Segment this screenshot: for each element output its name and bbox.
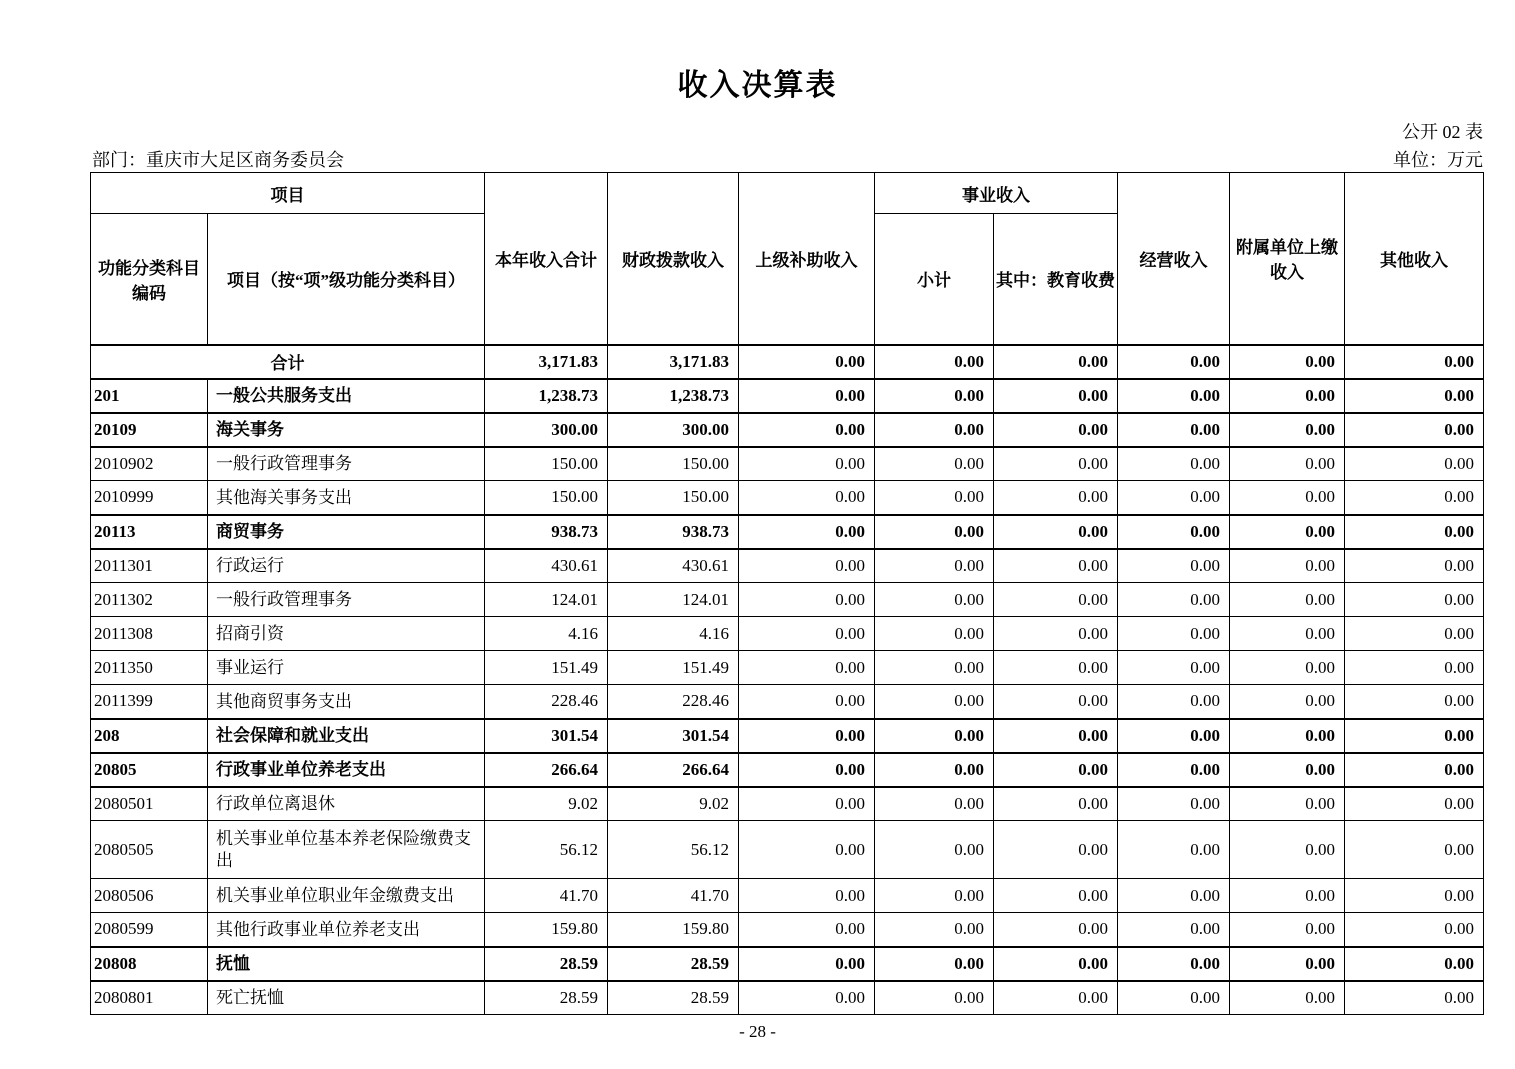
row-value: 0.00: [994, 651, 1118, 685]
row-value: 0.00: [1230, 821, 1345, 879]
table-row: [91, 617, 1484, 651]
row-value: 0.00: [994, 515, 1118, 549]
row-value: 430.61: [485, 549, 608, 583]
row-value: 1,238.73: [485, 379, 608, 413]
row-value: 0.00: [1230, 515, 1345, 549]
row-name: 一般公共服务支出: [208, 379, 485, 413]
row-value: 0.00: [994, 821, 1118, 879]
row-value: 938.73: [608, 515, 739, 549]
row-code: 2010902: [91, 447, 208, 481]
table-row: [91, 753, 1484, 787]
row-value: 0.00: [739, 413, 875, 447]
row-value: 150.00: [608, 447, 739, 481]
header-code-column: 功能分类科目编码: [91, 214, 208, 345]
table-row: [91, 515, 1484, 549]
row-value: 0.00: [994, 947, 1118, 981]
row-value: 0.00: [1118, 481, 1230, 515]
row-value: 938.73: [485, 515, 608, 549]
row-value: 0.00: [739, 617, 875, 651]
table-row: [91, 719, 1484, 753]
row-value: 0.00: [1345, 617, 1484, 651]
row-value: 0.00: [875, 583, 994, 617]
row-value: 0.00: [994, 753, 1118, 787]
row-name: 机关事业单位职业年金缴费支出: [208, 879, 485, 913]
row-value: 0.00: [1230, 787, 1345, 821]
row-value: 300.00: [608, 413, 739, 447]
row-value: 0.00: [1230, 481, 1345, 515]
income-final-accounts-table: [90, 172, 1484, 1015]
table-row: [91, 947, 1484, 981]
row-value: 0.00: [1230, 719, 1345, 753]
row-value: 0.00: [1230, 947, 1345, 981]
row-value: 56.12: [485, 821, 608, 879]
row-value: 0.00: [1230, 753, 1345, 787]
row-value: 0.00: [1118, 379, 1230, 413]
row-name: 行政运行: [208, 549, 485, 583]
row-value: 0.00: [1118, 617, 1230, 651]
row-value: 0.00: [875, 821, 994, 879]
row-code: 20113: [91, 515, 208, 549]
row-value: 0.00: [739, 981, 875, 1015]
table-row: [91, 549, 1484, 583]
row-value: 0.00: [739, 651, 875, 685]
row-value: 0.00: [1118, 821, 1230, 879]
row-value: 0.00: [1118, 345, 1230, 379]
row-value: 0.00: [739, 379, 875, 413]
header-superior-subsidy: 上级补助收入: [739, 173, 875, 345]
row-value: 0.00: [1345, 787, 1484, 821]
row-code: 2080801: [91, 981, 208, 1015]
table-row: [91, 685, 1484, 719]
row-code: 208: [91, 719, 208, 753]
row-value: 3,171.83: [608, 345, 739, 379]
row-value: 0.00: [739, 913, 875, 947]
table-row: [91, 413, 1484, 447]
table-row: [91, 821, 1484, 879]
table-row: [91, 913, 1484, 947]
row-value: 4.16: [485, 617, 608, 651]
header-education-fee: 其中：教育收费: [994, 214, 1118, 345]
row-value: 0.00: [1345, 379, 1484, 413]
row-value: 0.00: [1118, 879, 1230, 913]
row-value: 0.00: [1230, 413, 1345, 447]
row-value: 0.00: [1230, 549, 1345, 583]
row-value: 430.61: [608, 549, 739, 583]
row-code: 2011399: [91, 685, 208, 719]
row-value: 0.00: [1230, 379, 1345, 413]
row-value: 0.00: [1118, 583, 1230, 617]
row-value: 0.00: [994, 685, 1118, 719]
row-value: 151.49: [608, 651, 739, 685]
row-value: 0.00: [1118, 413, 1230, 447]
row-value: 0.00: [739, 879, 875, 913]
row-value: 28.59: [485, 947, 608, 981]
table-row: [91, 879, 1484, 913]
row-value: 0.00: [875, 685, 994, 719]
row-name: 社会保障和就业支出: [208, 719, 485, 753]
row-value: 0.00: [1230, 981, 1345, 1015]
row-code: 2011308: [91, 617, 208, 651]
row-value: 9.02: [485, 787, 608, 821]
row-value: 0.00: [994, 583, 1118, 617]
row-value: 0.00: [1118, 947, 1230, 981]
row-value: 301.54: [608, 719, 739, 753]
row-value: 0.00: [1230, 617, 1345, 651]
row-value: 0.00: [994, 413, 1118, 447]
row-value: 0.00: [1230, 913, 1345, 947]
row-value: 28.59: [608, 981, 739, 1015]
row-value: 0.00: [1230, 879, 1345, 913]
row-value: 0.00: [1118, 447, 1230, 481]
row-value: 0.00: [994, 379, 1118, 413]
row-value: 0.00: [994, 481, 1118, 515]
header-item-group: 项目: [91, 173, 485, 214]
page-number: - 28 -: [739, 1022, 776, 1041]
row-value: 0.00: [994, 981, 1118, 1015]
row-value: 28.59: [485, 981, 608, 1015]
row-value: 0.00: [1345, 345, 1484, 379]
table-row: [91, 379, 1484, 413]
row-value: 0.00: [1118, 515, 1230, 549]
row-value: 0.00: [1118, 981, 1230, 1015]
row-value: 0.00: [1230, 447, 1345, 481]
row-value: 0.00: [875, 787, 994, 821]
header-other-income: 其他收入: [1345, 173, 1484, 345]
row-value: 0.00: [994, 879, 1118, 913]
row-name: 一般行政管理事务: [208, 447, 485, 481]
row-value: 0.00: [994, 913, 1118, 947]
row-value: 0.00: [1345, 719, 1484, 753]
row-name: 合计: [91, 345, 485, 379]
row-value: 0.00: [875, 617, 994, 651]
row-value: 0.00: [739, 515, 875, 549]
row-value: 0.00: [1345, 651, 1484, 685]
row-value: 0.00: [1345, 753, 1484, 787]
row-value: 0.00: [875, 413, 994, 447]
row-value: 0.00: [1118, 549, 1230, 583]
row-value: 150.00: [485, 447, 608, 481]
row-value: 0.00: [739, 481, 875, 515]
row-value: 228.46: [485, 685, 608, 719]
row-value: 0.00: [994, 447, 1118, 481]
header-fiscal-allocation: 财政拨款收入: [608, 173, 739, 345]
table-row: [91, 583, 1484, 617]
header-business-income-group: 事业收入: [875, 173, 1118, 214]
row-value: 0.00: [739, 447, 875, 481]
row-code: 2011350: [91, 651, 208, 685]
row-code: 20808: [91, 947, 208, 981]
header-year-total: 本年收入合计: [485, 173, 608, 345]
row-value: 0.00: [739, 753, 875, 787]
row-value: 56.12: [608, 821, 739, 879]
row-value: 0.00: [1345, 549, 1484, 583]
row-value: 0.00: [739, 549, 875, 583]
row-value: 0.00: [1345, 821, 1484, 879]
row-value: 0.00: [1118, 913, 1230, 947]
row-code: 2080505: [91, 821, 208, 879]
row-value: 159.80: [608, 913, 739, 947]
row-code: 2080501: [91, 787, 208, 821]
table-row: [91, 481, 1484, 515]
row-name: 机关事业单位基本养老保险缴费支出: [208, 821, 485, 879]
row-value: 0.00: [739, 583, 875, 617]
table-body: [91, 345, 1484, 1015]
row-value: 0.00: [739, 719, 875, 753]
row-value: 266.64: [485, 753, 608, 787]
table-row: [91, 981, 1484, 1015]
row-code: 201: [91, 379, 208, 413]
row-value: 4.16: [608, 617, 739, 651]
row-value: 228.46: [608, 685, 739, 719]
row-value: 0.00: [1345, 913, 1484, 947]
row-value: 41.70: [485, 879, 608, 913]
row-value: 0.00: [875, 447, 994, 481]
row-value: 0.00: [1118, 719, 1230, 753]
header-operating-income: 经营收入: [1118, 173, 1230, 345]
row-value: 0.00: [1345, 685, 1484, 719]
row-value: 0.00: [739, 345, 875, 379]
row-code: 20109: [91, 413, 208, 447]
table-row: [91, 787, 1484, 821]
table-row: [91, 447, 1484, 481]
row-code: 2011302: [91, 583, 208, 617]
row-value: 159.80: [485, 913, 608, 947]
row-name: 招商引资: [208, 617, 485, 651]
row-value: 124.01: [608, 583, 739, 617]
row-value: 0.00: [1230, 651, 1345, 685]
row-value: 266.64: [608, 753, 739, 787]
row-name: 其他行政事业单位养老支出: [208, 913, 485, 947]
row-name: 行政单位离退休: [208, 787, 485, 821]
row-value: 0.00: [875, 879, 994, 913]
row-value: 0.00: [994, 617, 1118, 651]
row-value: 0.00: [875, 481, 994, 515]
row-value: 9.02: [608, 787, 739, 821]
row-value: 1,238.73: [608, 379, 739, 413]
row-value: 0.00: [1118, 651, 1230, 685]
row-value: 0.00: [1345, 981, 1484, 1015]
row-value: 0.00: [875, 515, 994, 549]
row-value: 28.59: [608, 947, 739, 981]
row-value: 0.00: [1345, 583, 1484, 617]
header-affiliated-remit: 附属单位上缴收入: [1230, 173, 1345, 345]
row-value: 0.00: [1345, 447, 1484, 481]
row-value: 0.00: [994, 719, 1118, 753]
row-value: 0.00: [1345, 879, 1484, 913]
row-value: 0.00: [1118, 787, 1230, 821]
header-subtotal: 小计: [875, 214, 994, 345]
row-value: 0.00: [1345, 947, 1484, 981]
row-name: 抚恤: [208, 947, 485, 981]
row-value: 0.00: [875, 947, 994, 981]
row-value: 0.00: [1118, 685, 1230, 719]
row-name: 一般行政管理事务: [208, 583, 485, 617]
row-code: 2080506: [91, 879, 208, 913]
department-label: 部门：重庆市大足区商务委员会: [92, 150, 344, 170]
row-code: 2011301: [91, 549, 208, 583]
row-value: 0.00: [1118, 753, 1230, 787]
row-value: 301.54: [485, 719, 608, 753]
row-code: 2010999: [91, 481, 208, 515]
row-value: 0.00: [875, 981, 994, 1015]
row-name: 行政事业单位养老支出: [208, 753, 485, 787]
row-value: 0.00: [994, 549, 1118, 583]
table-row: [91, 651, 1484, 685]
row-value: 0.00: [875, 719, 994, 753]
page-title: 收入决算表: [677, 69, 838, 102]
row-value: 0.00: [1345, 515, 1484, 549]
row-name: 海关事务: [208, 413, 485, 447]
row-name: 死亡抚恤: [208, 981, 485, 1015]
row-name: 其他海关事务支出: [208, 481, 485, 515]
row-value: 0.00: [1230, 345, 1345, 379]
unit-label: 单位：万元: [1393, 150, 1483, 170]
row-value: 41.70: [608, 879, 739, 913]
row-value: 0.00: [1345, 413, 1484, 447]
sheet-label: 公开 02 表: [1402, 122, 1483, 142]
row-value: 0.00: [1230, 685, 1345, 719]
table-row: [91, 345, 1484, 379]
row-value: 0.00: [739, 787, 875, 821]
row-value: 0.00: [875, 549, 994, 583]
row-value: 0.00: [994, 787, 1118, 821]
row-value: 0.00: [875, 651, 994, 685]
header-item-column: 项目（按“项”级功能分类科目）: [208, 214, 485, 345]
row-code: 2080599: [91, 913, 208, 947]
row-value: 0.00: [875, 913, 994, 947]
row-value: 150.00: [485, 481, 608, 515]
row-value: 150.00: [608, 481, 739, 515]
row-value: 0.00: [1345, 481, 1484, 515]
row-value: 3,171.83: [485, 345, 608, 379]
row-value: 0.00: [875, 753, 994, 787]
row-value: 0.00: [739, 947, 875, 981]
row-code: 20805: [91, 753, 208, 787]
row-value: 0.00: [739, 821, 875, 879]
row-name: 其他商贸事务支出: [208, 685, 485, 719]
row-value: 151.49: [485, 651, 608, 685]
row-value: 300.00: [485, 413, 608, 447]
row-value: 0.00: [875, 379, 994, 413]
row-value: 0.00: [875, 345, 994, 379]
row-name: 事业运行: [208, 651, 485, 685]
row-value: 0.00: [739, 685, 875, 719]
row-value: 0.00: [994, 345, 1118, 379]
row-name: 商贸事务: [208, 515, 485, 549]
row-value: 124.01: [485, 583, 608, 617]
row-value: 0.00: [1230, 583, 1345, 617]
